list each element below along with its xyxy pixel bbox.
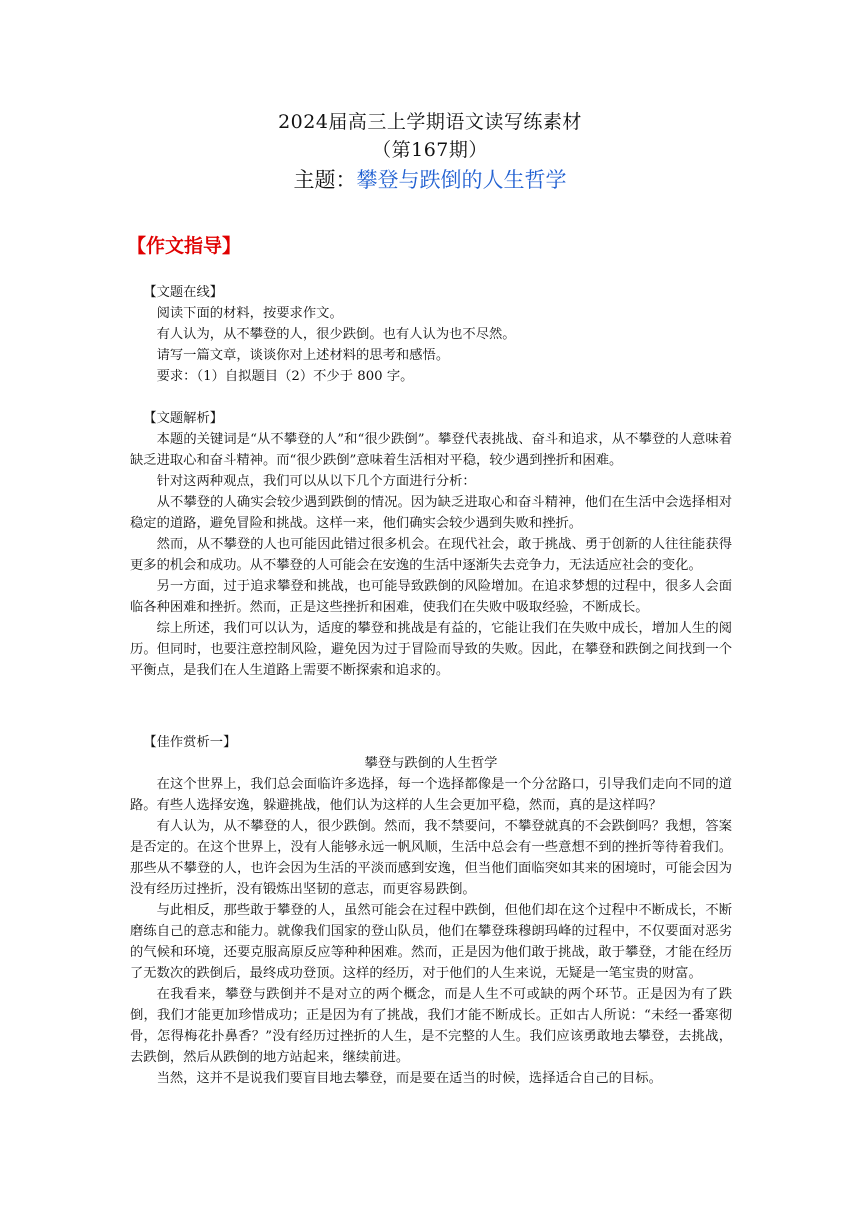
title-block <box>0 108 860 196</box>
analysis-paragraph: 然而，从不攀登的人也可能因此错过很多机会。在现代社会，敢于挑战、勇于创新的人往往能获得更多的机会和成功。从不攀登的人可能会在安逸的生活中逐渐失去竞争力，无法适应社会的变化。 <box>130 537 732 573</box>
theme-value: 攀登与跌倒的人生哲学 <box>356 168 567 192</box>
section-heading: 【作文指导】 <box>127 235 242 257</box>
theme-label: 主题： <box>293 168 357 192</box>
essay-paragraph: 有人认为，从不攀登的人，很少跌倒。然而，我不禁要问，不攀登就真的不会跌倒吗？我想，答案是否定的。在这个世界上，没有人能够永远一帆风顺，生活中总会有一些意想不到的挫折等待着我们。那些从不攀登的人，也许会因为生活的平淡而感到安逸，但当他们面临突如其来的困境时，可能会因为没有经历过挫折，没有锻炼出坚韧的意志，而更容易跌倒。 <box>130 819 732 897</box>
analysis-section <box>130 408 732 681</box>
analysis-paragraph: 从不攀登的人确实会较少遇到跌倒的情况。因为缺乏进取心和奋斗精神，他们在生活中会选择相对稳定的道路，避免冒险和挑战。这样一来，他们确实会较少遇到失败和挫折。 <box>130 495 732 531</box>
analysis-paragraph: 综上所述，我们可以认为，适度的攀登和挑战是有益的，它能让我们在失败中成长，增加人生的阅历。但同时，也要注意控制风险，避免因为过于冒险而导致的失败。因此，在攀登和跌倒之间找到一个平衡点，是我们在人生道路上需要不断探索和追求的。 <box>130 621 732 678</box>
prompt-line: 要求：（1）自拟题目（2）不少于 800 字。 <box>156 369 414 384</box>
essay-title: 攀登与跌倒的人生哲学 <box>364 756 498 771</box>
essay-paragraph: 与此相反，那些敢于攀登的人，虽然可能会在过程中跌倒，但他们却在这个过程中不断成长，不断磨练自己的意志和能力。就像我们国家的登山队员，他们在攀登珠穆朗玛峰的过程中，不仅要面对恶劣的气候和环境，还要克服高原反应等种种困难。然而，正是因为他们敢于挑战，敢于攀登，才能在经历了无数次的跌倒后，最终成功登顶。这样的经历，对于他们的人生来说，无疑是一笔宝贵的财富。 <box>130 903 732 981</box>
analysis-label: 【文题解析】 <box>143 411 224 426</box>
essay-paragraph: 在我看来，攀登与跌倒并不是对立的两个概念，而是人生不可或缺的两个环节。正是因为有了跌倒，我们才能更加珍惜成功；正是因为有了挑战，我们才能不断成长。正如古人所说：“未经一番寒彻骨，怎得梅花扑鼻香？”没有经历过挫折的人生，是不完整的人生。我们应该勇敢地去攀登，去挑战，去跌倒，然后从跌倒的地方站起来，继续前进。 <box>130 987 732 1065</box>
prompt-label: 【文题在线】 <box>143 285 224 300</box>
prompt-section <box>130 282 732 387</box>
theme-line <box>0 164 860 196</box>
essay-label: 【佳作赏析一】 <box>143 735 237 750</box>
analysis-paragraph: 另一方面，过于追求攀登和挑战，也可能导致跌倒的风险增加。在追求梦想的过程中，很多人会面临各种困难和挫折。然而，正是这些挫折和困难，使我们在失败中吸取经验，不断成长。 <box>130 579 732 615</box>
issue-number: （第167期） <box>372 139 488 161</box>
prompt-line: 阅读下面的材料，按要求作文。 <box>156 306 343 321</box>
essay-paragraph: 当然，这并不是说我们要盲目地去攀登，而是要在适当的时候，选择适合自己的目标。 <box>156 1071 662 1086</box>
prompt-line: 有人认为，从不攀登的人，很少跌倒。也有人认为也不尽然。 <box>156 327 516 342</box>
analysis-paragraph: 针对这两种观点，我们可以从以下几个方面进行分析： <box>156 474 476 489</box>
analysis-paragraph: 本题的关键词是“从不攀登的人”和“很少跌倒”。攀登代表挑战、奋斗和追求，从不攀登的人意味着缺乏进取心和奋斗精神。而“很少跌倒”意味着生活相对平稳，较少遇到挫折和困难。 <box>130 432 732 468</box>
prompt-line: 请写一篇文章，谈谈你对上述材料的思考和感悟。 <box>156 348 450 363</box>
essay-section <box>130 732 732 1089</box>
document-title: 2024届高三上学期语文读写练素材 <box>278 111 582 133</box>
essay-paragraph: 在这个世界上，我们总会面临许多选择，每一个选择都像是一个分岔路口，引导我们走向不同的道路。有些人选择安逸，躲避挑战，他们认为这样的人生会更加平稳，然而，真的是这样吗？ <box>130 777 732 813</box>
